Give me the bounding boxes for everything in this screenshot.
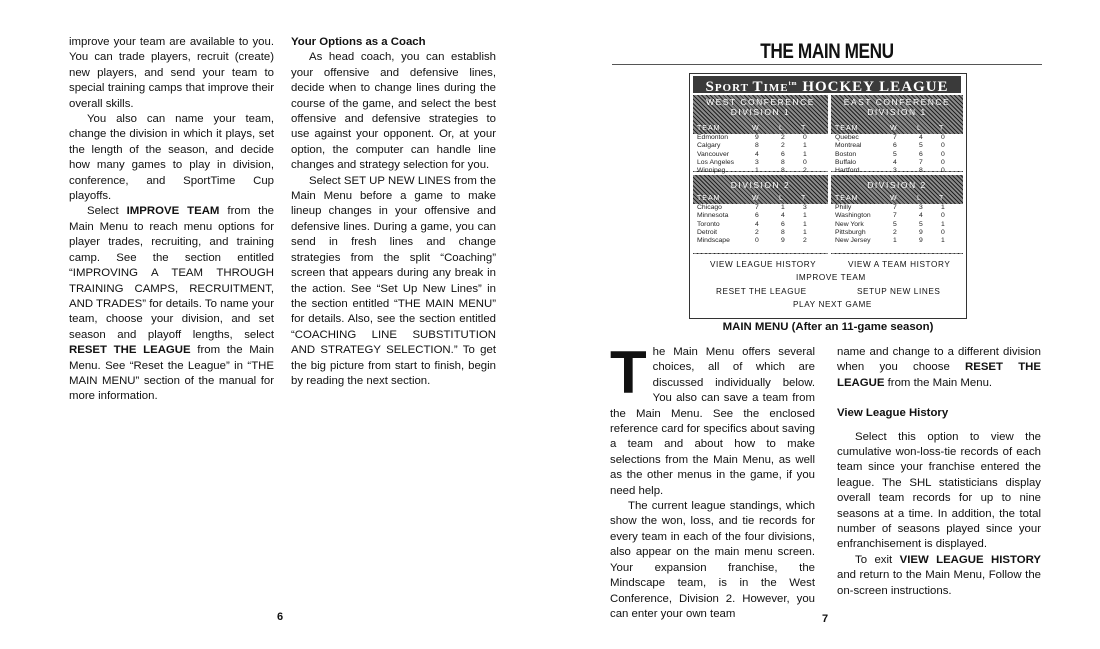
record-value: 0 [941,167,945,175]
standings-row [693,212,828,220]
paragraph: You also can name your team, change the division in which it plays, set the length of the season, and decide how many games to play in division, conference, and SportTime Cup playoffs. [69,113,274,203]
team-name: Quebec [835,134,859,141]
record-value: 0 [941,134,945,141]
record-value: 7 [893,134,897,141]
division-name: DIVISION 1 [730,107,791,117]
team-name: New Jersey [835,237,871,245]
record-value: 5 [893,220,897,228]
menu-item-view-league-history[interactable]: VIEW LEAGUE HISTORY [710,260,817,269]
record-value: 6 [893,142,897,150]
record-value: 1 [803,142,807,150]
record-value: 8 [781,228,785,236]
record-value: 1 [803,220,807,228]
paragraph: To exit VIEW LEAGUE HISTORY and return to the Main Menu, Follow the on-screen instructions. [837,553,1041,597]
record-value: 0 [803,134,807,141]
division-name: DIVISION 2 [730,180,791,190]
record-value: 5 [919,142,923,150]
column-header: TEAM [835,125,859,132]
record-value: 1 [755,167,759,175]
division-name: DIVISION 1 [867,107,927,117]
division-header [831,95,963,117]
record-value: 3 [755,158,759,166]
conference-name: EAST CONFERENCE [843,97,951,107]
record-value: 9 [919,237,923,245]
team-name: Calgary [697,142,721,150]
record-value: 8 [755,142,759,150]
section-heading: View League History [837,407,949,420]
record-value: 7 [893,204,897,211]
team-name: New York [835,220,864,228]
standings-row [831,142,963,150]
record-value: 1 [941,204,945,211]
column-header: L [917,195,922,202]
record-value: 1 [803,212,807,220]
record-value: 7 [893,212,897,220]
record-value: 7 [919,158,923,166]
record-value: 0 [941,142,945,150]
paragraph: Select this option to view the cumulative won-loss-tie records of each team since your franchise entered the league. The SHL statisticians display overall team records for up to nine seasons at a time. In addition, the total number of seasons played since your enfranchisement is displayed. [837,430,1041,551]
paragraph: Select IMPROVE TEAM from the Main Menu to reach menu options for player trades, recruiting, and training camp. See the section entitled “IMPROVING A TEAM THROUGH TRAINING CAMPS, RECRUITMENT, AND TRADES” for details. To name your team, choose your division, and set season and playoff lengths, select RESET THE LEAGUE from the Main Menu. See “Reset the League” in “THE MAIN MENU” section of the manual for more information. [69,205,274,403]
record-value: 6 [781,220,785,228]
record-value: 0 [941,228,945,236]
record-value: 3 [893,167,897,175]
paragraph: improve your team are available to you. You can trade players, recruit (create) new players, and send your team to special training camps that improve their overall skills. [69,36,274,110]
record-value: 8 [919,167,923,175]
record-value: 4 [755,220,759,228]
record-value: 1 [941,220,945,228]
record-value: 9 [755,134,759,141]
paragraph: The Main Menu offers several choices, all of which are discussed individually below. You also can save a team from the Main Menu. See the enclosed reference card for specifics about saving a team and about how to make selections from the Main Menu, as well as the other menus in the game, if you need help. [610,339,815,497]
paragraph: Select SET UP NEW LINES from the Main Menu before a game to make lineup changes in your offensive and defensive lines. During a game, you can send in fresh lines and change strategies from the split “Coaching” screen that appears during any break in the action. See “Set Up New Lines” in the section entitled “THE MAIN MENU” for details. Also, see the section entitled “COACHING LINE SUBSTITUTION AND STRATEGY SELECTION.” To get the big picture from start to finish, begin by reading the next section. [291,174,496,387]
standings-row [831,204,963,212]
column-header: TEAM [835,195,859,202]
record-value: 0 [941,158,945,166]
record-value: 0 [755,237,759,245]
page-number-right: 7 [822,613,829,625]
record-value: 6 [919,150,923,158]
column-header: T [801,195,807,202]
standings-row [831,229,963,237]
record-value: 0 [941,212,945,220]
standings-row [693,237,828,245]
menu-item-reset-league[interactable]: RESET THE LEAGUE [716,287,807,296]
column-header: W [890,125,898,132]
record-value: 4 [919,212,923,220]
standings-row [693,142,828,150]
record-value: 1 [781,204,785,211]
team-name: Boston [835,150,857,158]
standings-row [693,151,828,159]
right-column-2 [837,345,1041,599]
column-header: W [890,195,898,202]
menu-item-play-next-game[interactable]: PLAY NEXT GAME [793,300,872,309]
division-panel [693,95,828,175]
record-value: 8 [781,158,785,166]
team-name: Hartford [835,167,860,175]
record-value: 3 [803,204,807,211]
team-name: Vancouver [697,150,729,158]
column-header: T [801,125,807,132]
menu-item-setup-lines[interactable]: SETUP NEW LINES [857,287,941,296]
standings-row [831,151,963,159]
paragraph: The current league standings, which show the won, loss, and tie records for every team in each of the four divisions, also appear on the main menu screen. Your expansion franchise, the Mindscape team, is in the West Conference, Division 2. However, you can enter your own team [610,500,815,620]
team-name: Mindscape [697,237,730,245]
standings-row [693,204,828,212]
record-value: 2 [781,134,785,141]
record-value: 2 [893,228,897,236]
division-header [693,175,828,190]
record-value: 2 [755,228,759,236]
record-value: 4 [919,134,923,141]
column-header: T [939,195,945,202]
conference-name: WEST CONFERENCE [706,97,815,107]
team-name: Pittsburgh [835,228,866,236]
league-banner: SPORT $TIME^{tm}$ HOCKEY LEAGUE [693,76,961,93]
record-value: 4 [755,150,759,158]
record-value: 7 [755,204,759,211]
standings-row [831,212,963,220]
record-value: 9 [919,228,923,236]
team-name: Edmonton [697,134,728,141]
page-title: THE MAIN MENU [760,40,894,63]
standings-row [831,237,963,245]
team-name: Washington [835,212,871,220]
record-value: 1 [803,228,807,236]
standings-row [693,134,828,142]
team-name: Chicago [697,204,722,211]
record-value: 3 [919,204,923,211]
record-value: 1 [803,150,807,158]
column-header: TEAM [697,195,721,202]
standings-row [693,221,828,229]
standings-row [831,134,963,142]
team-name: Los Angeles [697,158,735,166]
column-header: W [752,125,760,132]
page-number-left: 6 [277,611,284,623]
division-panel [831,175,963,254]
record-value: 4 [781,212,785,220]
column-header: W [752,195,760,202]
figure-caption: MAIN MENU (After an 11-game season) [722,321,934,333]
record-value: 0 [803,158,807,166]
division-panel [831,95,963,175]
paragraph: name and change to a different division when you choose RESET THE LEAGUE from the Main Menu. [837,346,1041,389]
team-name: Detroit [697,228,718,236]
record-value: 1 [893,237,897,245]
drop-cap: T [610,339,647,406]
division-name: DIVISION 2 [867,180,927,190]
team-name: Buffalo [835,158,857,166]
record-value: 2 [803,167,807,175]
standings-row [831,159,963,167]
team-name: Montreal [835,142,862,150]
standings-row [831,221,963,229]
menu-item-improve-team[interactable]: IMPROVE TEAM [796,273,866,282]
left-column-2 [291,35,496,389]
section-heading: Your Options as a Coach [291,36,426,48]
record-value: 2 [803,237,807,245]
column-header: T [939,125,945,132]
record-value: 0 [941,150,945,158]
standings-row [693,159,828,167]
team-name: Toronto [697,220,720,228]
title-rule [612,64,1042,65]
standings-row [693,229,828,237]
record-value: 4 [893,158,897,166]
paragraph: As head coach, you can establish your offensive and defensive lines, decide when to change lines during the course of the game, and select the best offensive and defensive strategies to use against your opponent. Or, at your option, the computer can handle line changes and strategy selection for you. [291,51,496,172]
division-header [693,95,828,117]
record-value: 5 [919,220,923,228]
record-value: 6 [755,212,759,220]
left-column-1 [69,35,274,405]
record-value: 8 [781,167,785,175]
right-column-1 [610,339,815,622]
record-value: 5 [893,150,897,158]
team-name: Minnesota [697,212,729,220]
main-menu-screenshot [689,73,967,319]
column-header: L [917,125,922,132]
team-name: Philly [835,204,852,211]
record-value: 2 [781,142,785,150]
team-name: Winnipeg [697,167,726,175]
record-value: 9 [781,237,785,245]
record-value: 6 [781,150,785,158]
division-header [831,175,963,190]
column-header: L [779,195,784,202]
record-value: 1 [941,237,945,245]
column-header: L [779,125,784,132]
division-panel [693,175,828,254]
column-header: TEAM [697,125,721,132]
menu-item-view-team-history[interactable]: VIEW A TEAM HISTORY [848,260,951,269]
